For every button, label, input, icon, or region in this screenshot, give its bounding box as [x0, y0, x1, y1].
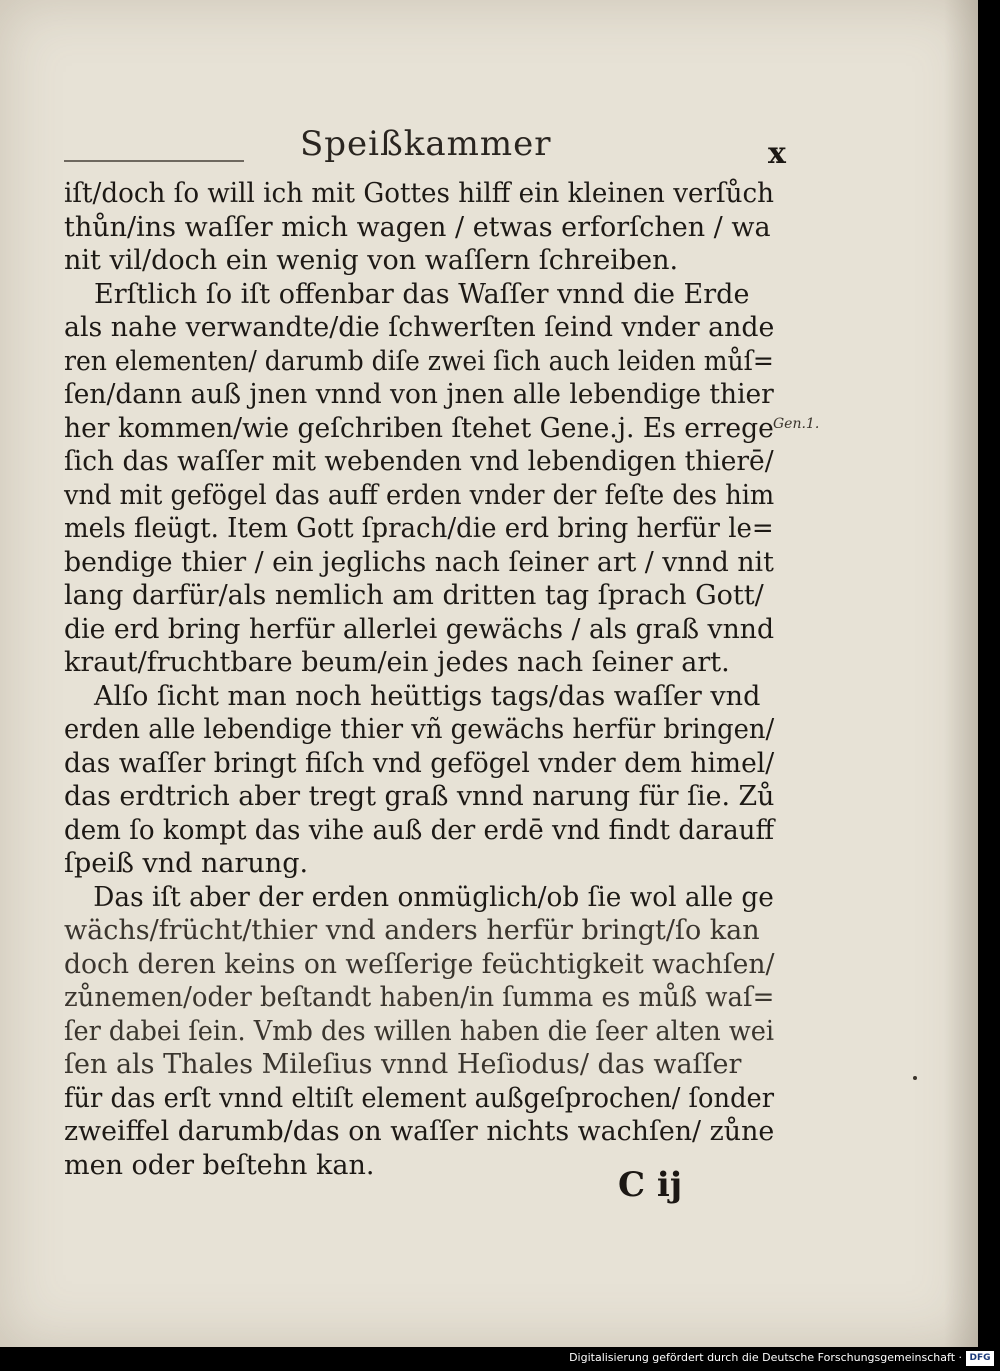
folio-mark: x: [768, 136, 786, 171]
text-block: [64, 177, 774, 1182]
text-line: kraut/fruchtbare beum/ein jedes nach ſeiner art.: [64, 647, 730, 678]
footer-credit: Digitalisierung gefördert durch die Deutsche Forschungsgemeinschaft ·: [569, 1351, 962, 1364]
text-line: ren elementen/ darumb diſe zwei ſich auch leiden můſ=: [64, 345, 774, 377]
text-line: lang darfür/als nemlich am dritten tag ſprach Gott/: [64, 580, 764, 611]
text-line: als nahe verwandte/die ſchwerſten ſeind vnder ande: [64, 312, 775, 343]
text-line: für das erſt vnnd eltiſt element außgeſprochen/ ſonder: [64, 1082, 775, 1114]
page-header: [0, 124, 978, 174]
signature-mark: C ij: [618, 1165, 683, 1205]
text-line: ſen als Thales Mileſius vnnd Heſiodus/ das waſſer: [64, 1049, 742, 1080]
text-line: men oder beſtehn kan.: [64, 1149, 375, 1181]
text-line: ſen/dann auß jnen vnnd von jnen alle lebendige thier: [64, 379, 774, 410]
text-line: doch deren keins on weſſerige feüchtigkeit wachſen/: [64, 948, 775, 980]
text-line: die erd bring herfür allerlei gewächs / als graß vnnd: [64, 613, 775, 645]
text-line: das erdtrich aber tregt graß vnnd narung für ſie. Zů: [64, 781, 775, 812]
text-line: vnd mit gefögel das auff erden vnder der feſte des him: [64, 479, 775, 511]
text-line: bendige thier / ein jeglichs nach ſeiner art / vnnd nit: [64, 546, 774, 578]
text-line: ſer dabei ſein. Vmb des willen haben die ſeer alten wei: [64, 1015, 775, 1047]
text-line: mels fleügt. Item Gott ſprach/die erd bring herfür le=: [64, 513, 774, 544]
text-line: Alſo ſicht man noch heüttigs tags/das waſſer vnd: [94, 680, 761, 712]
text-line: thůn/ins waſſer mich wagen / etwas erforſchen / wa: [64, 211, 771, 243]
text-line: ſpeiß vnd narung.: [64, 848, 309, 879]
header-rule: [64, 160, 244, 162]
text-line: Das iſt aber der erden onmüglich/ob ſie wol alle ge: [93, 881, 774, 913]
page-edge-shadow: [944, 0, 978, 1347]
text-line: zůnemen/oder beſtandt haben/in ſumma es můß waſ=: [64, 982, 775, 1013]
ink-spot: [913, 1076, 917, 1080]
text-line: das waſſer bringt fiſch vnd gefögel vnder dem himel/: [64, 747, 775, 779]
footer-bar: [0, 1347, 1000, 1371]
margin-note: Gen.1.: [773, 416, 820, 432]
text-line: wächs/frücht/thier vnd anders herfür bringt/ſo kan: [64, 915, 760, 946]
text-line: her kommen/wie geſchriben ſtehet Gene.j. Es errege: [64, 412, 774, 444]
text-line: Erſtlich ſo iſt offenbar das Waſſer vnnd die Erde: [94, 278, 750, 310]
text-line: iſt/doch ſo will ich mit Gottes hilff ein kleinen verſůch: [64, 178, 774, 209]
text-line: zweiffel darumb/das on waſſer nichts wachſen/ zůne: [64, 1116, 775, 1147]
text-line: dem ſo kompt das vihe auß der erdē vnd findt darauff: [64, 814, 775, 846]
text-line: ſich das waſſer mit webenden vnd lebendigen thierē/: [64, 446, 774, 477]
dfg-logo-icon: DFG: [966, 1351, 994, 1366]
text-line: nit vil/doch ein wenig von waſſern ſchreiben.: [64, 245, 679, 276]
text-line: erden alle lebendige thier vñ gewächs herfür bringen/: [64, 714, 775, 745]
running-title: Speißkammer: [300, 124, 552, 164]
